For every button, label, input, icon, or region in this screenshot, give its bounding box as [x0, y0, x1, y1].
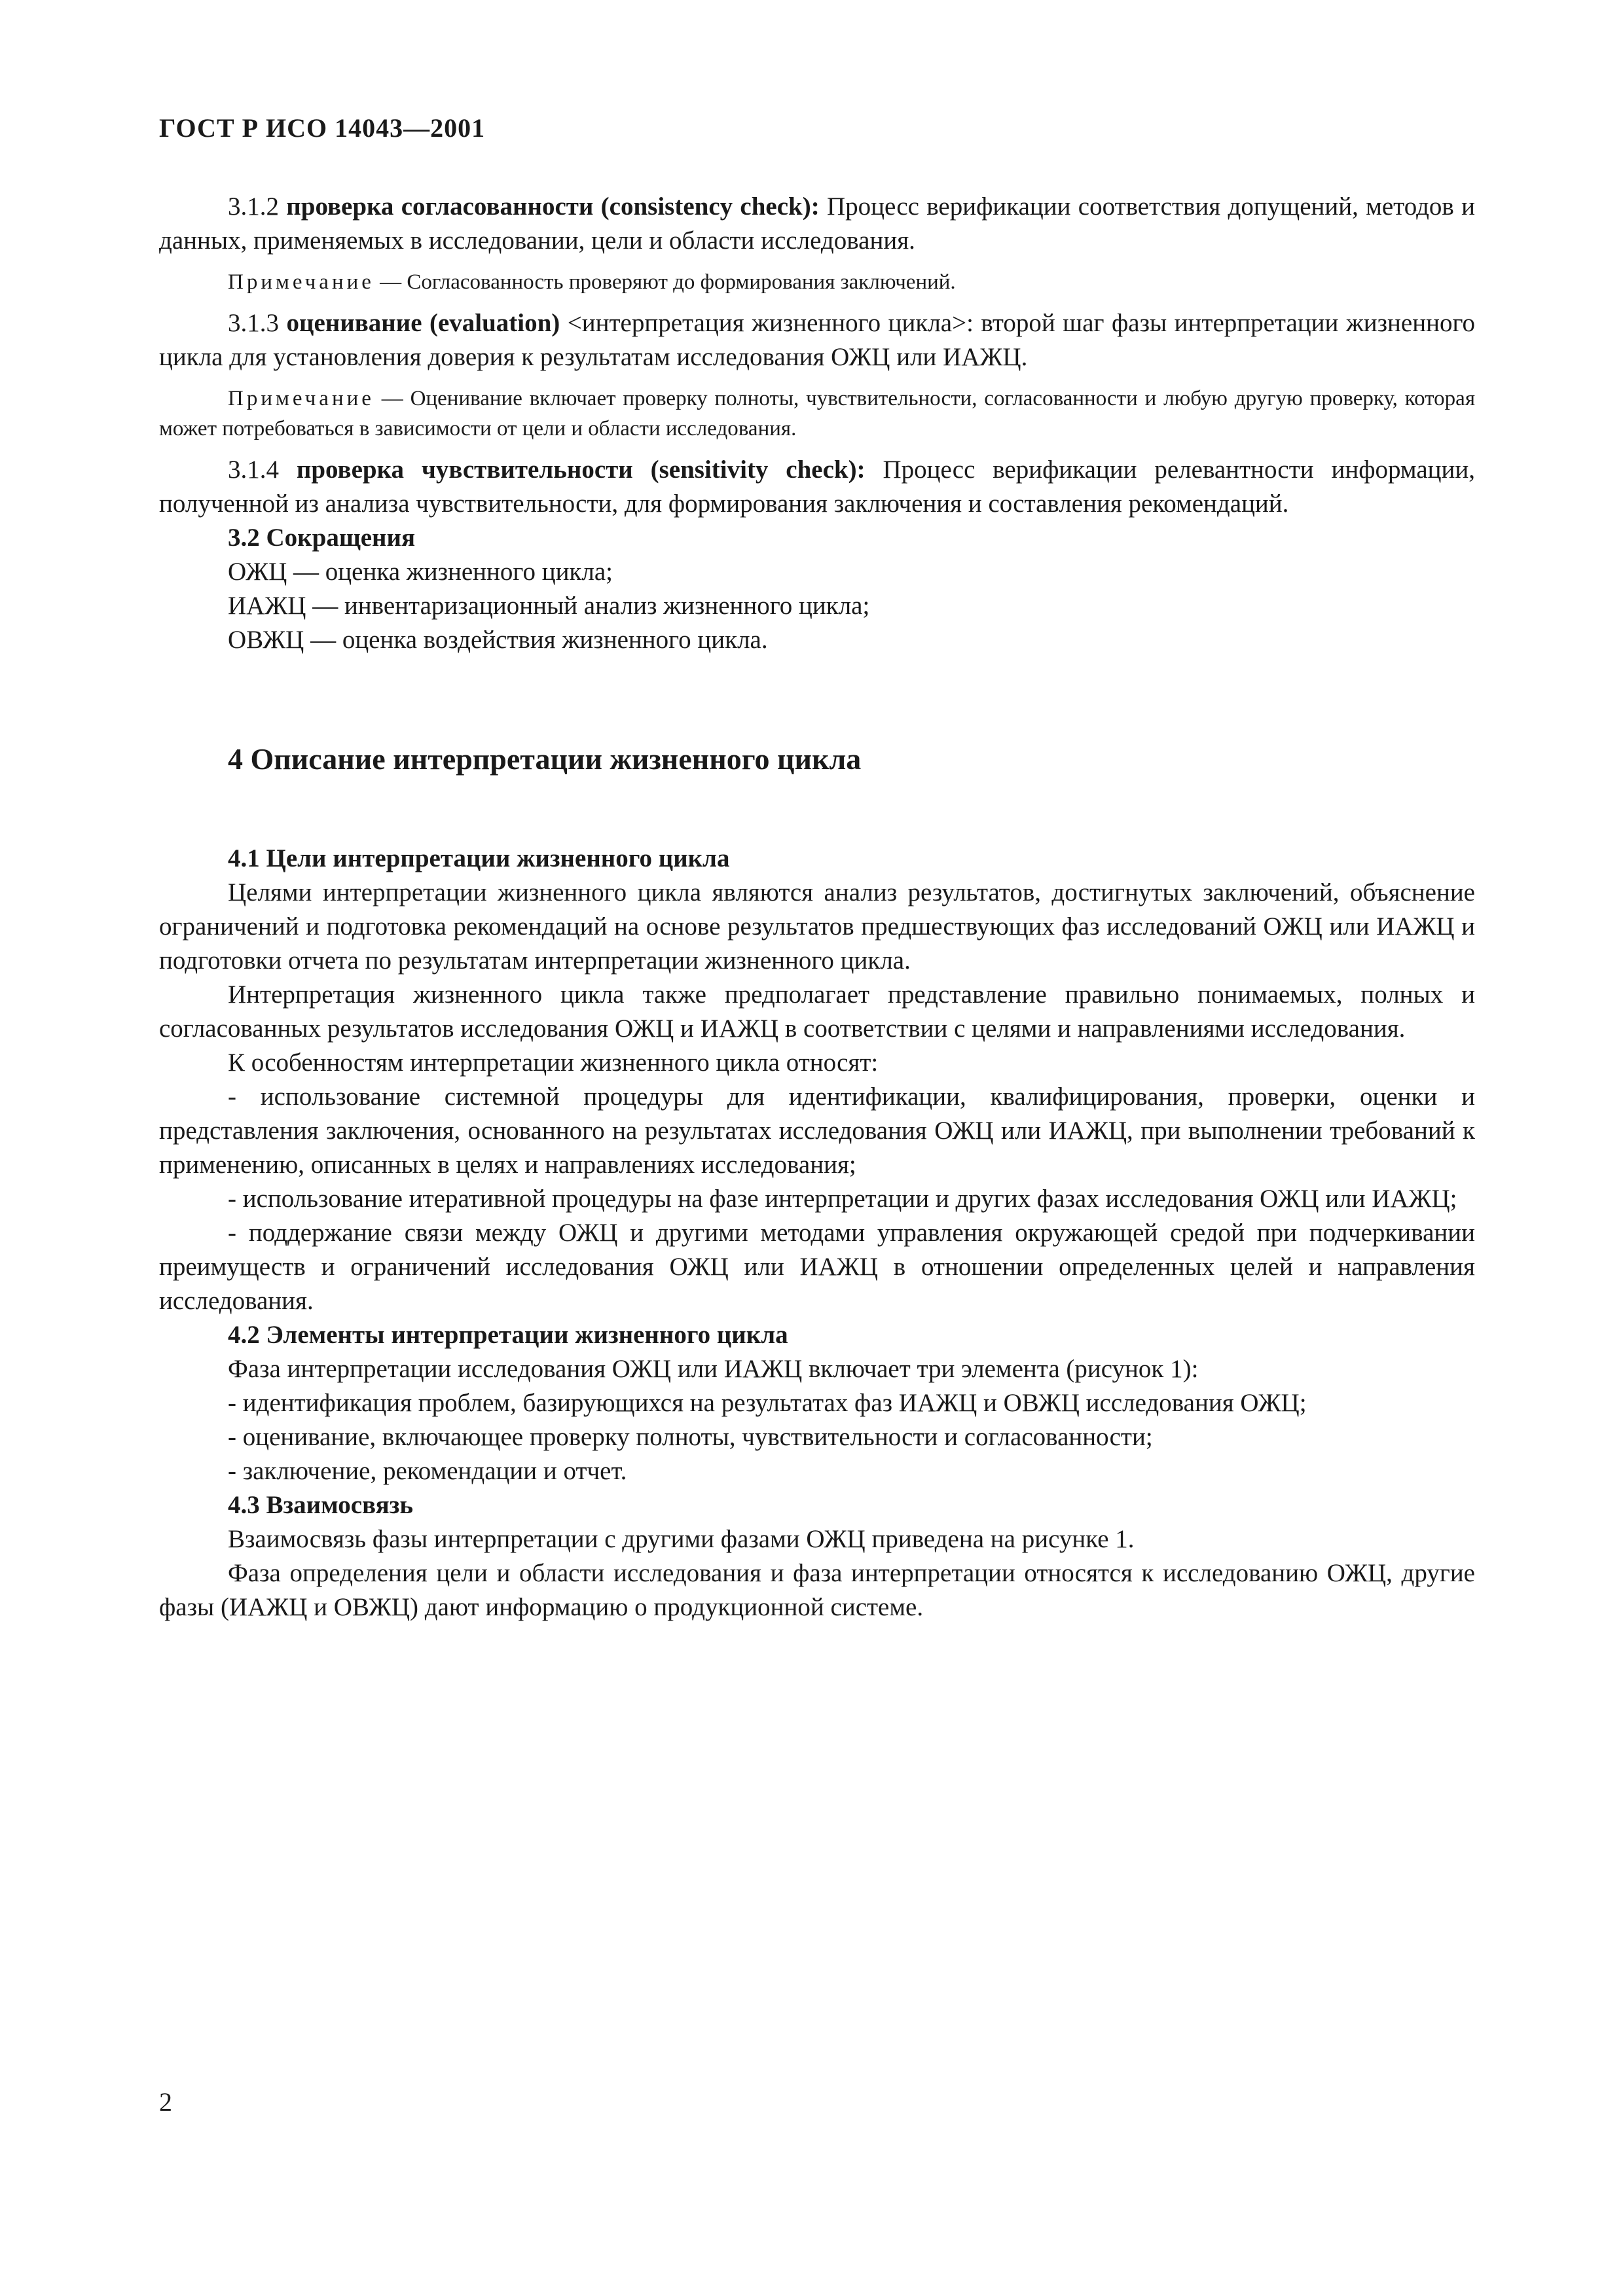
abbreviation-item: ИАЖЦ — инвентаризационный анализ жизненного цикла; [228, 592, 870, 620]
section-3-2-title: 3.2 Сокращения [228, 524, 416, 552]
list-item: - использование системной процедуры для идентификации, квалифицирования, проверки, оценки и представления заключения, основанного на результатах исследования ОЖЦ или ИАЖЦ, при выполнении требований к применению, описанных в целях и направлениях исследования; [159, 1083, 1475, 1179]
section-4-1-title: 4.1 Цели интерпретации жизненного цикла [228, 844, 730, 872]
paragraph: Фаза интерпретации исследования ОЖЦ или ИАЖЦ включает три элемента (рисунок 1): [228, 1355, 1199, 1383]
list-item: - идентификация проблем, базирующихся на результатах фаз ИАЖЦ и ОВЖЦ исследования ОЖЦ; [228, 1389, 1307, 1417]
clause-number: 3.1.2 [228, 192, 279, 221]
definition: Процесс верификации соответствия допущений, методов и данных, применяемых в исследовании, цели и области исследования. [159, 192, 1475, 255]
term: проверка чувствительности (sensitivity check): [296, 456, 866, 484]
paragraph: К особенностям интерпретации жизненного цикла относят: [228, 1049, 879, 1077]
list-item: - заключение, рекомендации и отчет. [228, 1457, 627, 1485]
clause-3-1-3 [159, 306, 1475, 374]
note-label: Примечание [228, 270, 374, 294]
definition: <интерпретация жизненного цикла>: второй шаг фазы интерпретации жизненного цикла для установления доверия к результатам исследования ОЖЦ или ИАЖЦ. [159, 309, 1476, 371]
list-item: - поддержание связи между ОЖЦ и другими методами управления окружающей средой при подчеркивании преимуществ и ограничений исследования ОЖЦ или ИАЖЦ в отношении определенных целей и направления исследования. [159, 1219, 1475, 1315]
document-body [159, 190, 1475, 1624]
note [159, 267, 1475, 297]
paragraph: Взаимосвязь фазы интерпретации с другими фазами ОЖЦ приведена на рисунке 1. [228, 1525, 1135, 1553]
paragraph: Фаза определения цели и области исследования и фаза интерпретации относятся к исследованию ОЖЦ, другие фазы (ИАЖЦ и ОВЖЦ) дают информацию о продукционной системе. [159, 1559, 1475, 1621]
note [159, 384, 1475, 444]
term: проверка согласованности (consistency check): [286, 192, 820, 221]
paragraph: Интерпретация жизненного цикла также предполагает представление правильно понимаемых, полных и согласованных результатов исследования ОЖЦ и ИАЖЦ в соответствии с целями и направлениями исследования. [159, 980, 1475, 1043]
paragraph: Целями интерпретации жизненного цикла являются анализ результатов, достигнутых заключений, объяснение ограничений и подготовка рекомендаций на основе результатов предшествующих фаз исследований ОЖЦ или ИАЖЦ и подготовки отчета по результатам интерпретации жизненного цикла. [159, 878, 1475, 975]
abbreviation-item: ОВЖЦ — оценка воздействия жизненного цикла. [228, 626, 768, 654]
clause-3-1-2 [159, 190, 1475, 258]
document-header: ГОСТ Р ИСО 14043—2001 [159, 113, 486, 143]
clause-number: 3.1.3 [228, 309, 279, 337]
section-4-3-title: 4.3 Взаимосвязь [228, 1491, 413, 1519]
definition: Процесс верификации релевантности информации, полученной из анализа чувствительности, для формирования заключения и составления рекомендаций. [159, 456, 1476, 518]
section-4-2-title: 4.2 Элементы интерпретации жизненного цикла [228, 1321, 788, 1349]
list-item: - оценивание, включающее проверку полноты, чувствительности и согласованности; [228, 1423, 1153, 1451]
clause-number: 3.1.4 [228, 456, 279, 484]
abbreviation-item: ОЖЦ — оценка жизненного цикла; [228, 558, 613, 586]
list-item: - использование итеративной процедуры на фазе интерпретации и других фазах исследования ОЖЦ или ИАЖЦ; [228, 1185, 1457, 1213]
note-label: Примечание [228, 387, 374, 410]
clause-3-1-4 [159, 453, 1475, 521]
section-4-heading: 4 Описание интерпретации жизненного цикла [228, 742, 862, 776]
note-text: — Согласованность проверяют до формирования заключений. [380, 270, 956, 294]
page-number: 2 [159, 2087, 172, 2117]
term: оценивание (evaluation) [286, 309, 560, 337]
note-text: — Оценивание включает проверку полноты, чувствительности, согласованности и любую другую проверку, которая может потребоваться в зависимости от цели и области исследования. [159, 387, 1475, 440]
